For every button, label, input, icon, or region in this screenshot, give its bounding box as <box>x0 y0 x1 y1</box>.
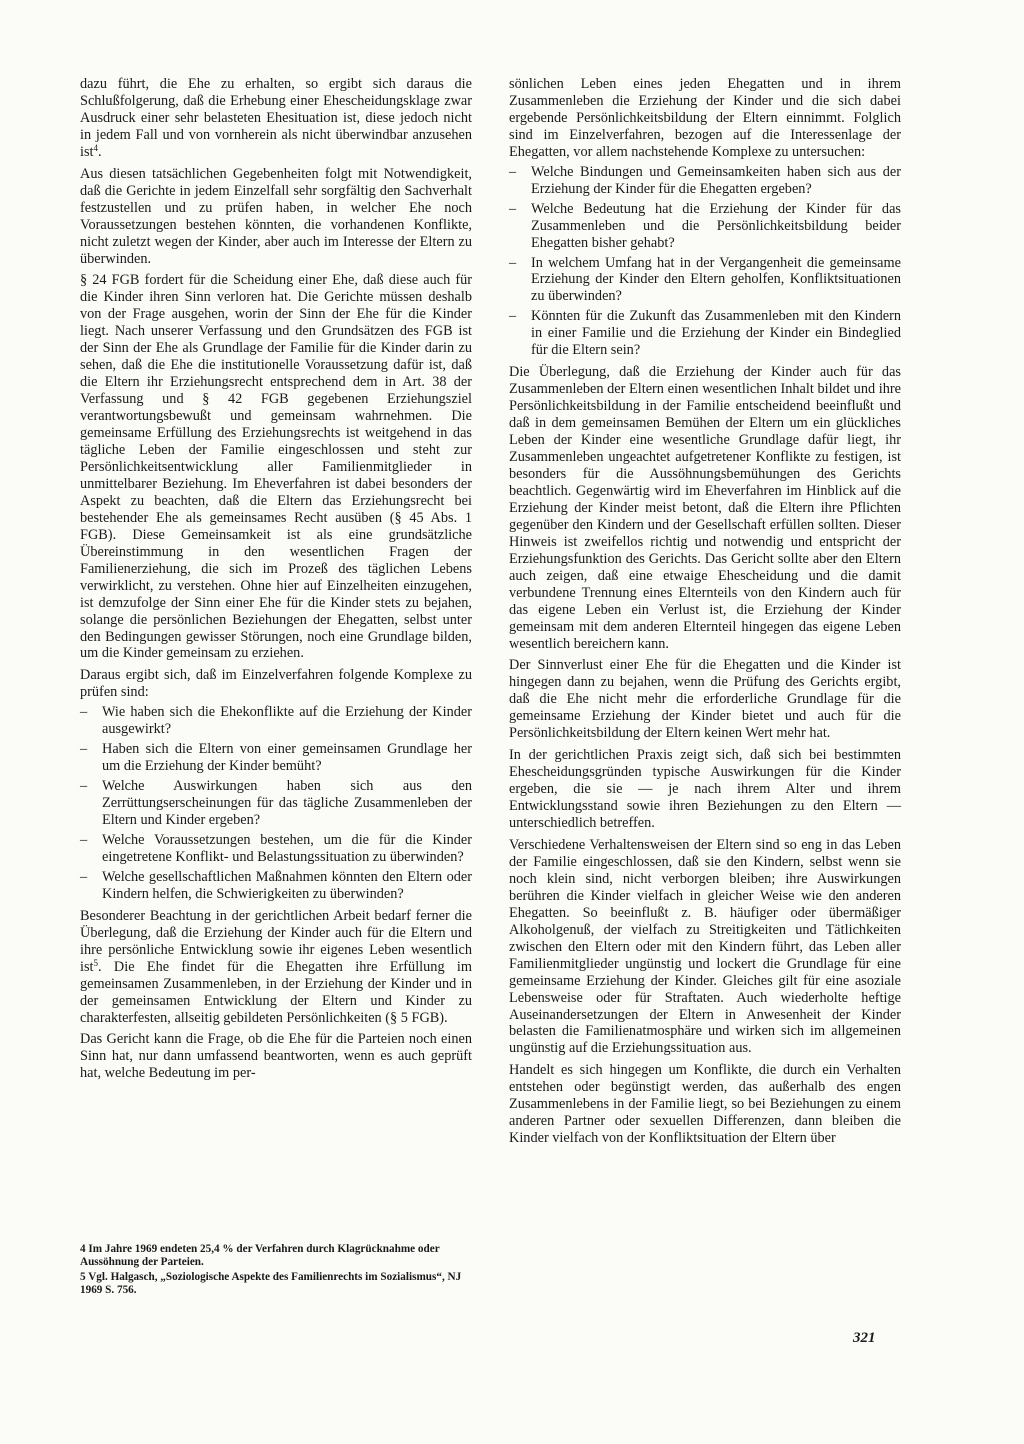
list-item: – Welche Bindungen und Gemeinsamkeiten haben sich aus der Erziehung der Kinder für die Ehegatten ergeben? <box>509 164 901 198</box>
question-list <box>80 704 472 902</box>
paragraph-text: dazu führt, die Ehe zu erhalten, so ergibt sich daraus die Schlußfolgerung, daß die Erhebung einer Ehescheidungsklage zwar Ausdruck einer sehr belasteten Ehesituation ist, diese jedoch nicht in jedem Fall und von vornherein als nicht überwindbar anzusehen ist <box>80 76 472 160</box>
paragraph <box>80 908 472 1027</box>
paragraph: Verschiedene Verhaltensweisen der Eltern sind so eng in das Leben der Familie eingeschlossen, daß sie den Kindern, selbst wenn sie noch klein sind, nicht verborgen bleiben; ihre Auswirkungen berühren die Kinder vielfach in gleicher Weise wie den anderen Ehegatten. So beeinflußt z. B. häufiger oder übermäßiger Alkoholgenuß, der vielfach zu Streitigkeiten und Tätlichkeiten zwischen den Eltern oder mit den Kindern führt, das Leben aller Familienmitglieder ungünstig und lockert die Grundlage für eine gemeinsame Erziehung der Kinder. Gleiches gilt für eine asoziale Lebensweise oder für Straftaten. Auch wiederholte heftige Auseinandersetzungen der Eltern in Anwesenheit der Kinder belasten die Familienatmosphäre und wirken sich im allgemeinen ungünstig auf die Erziehungssituation aus. <box>509 836 901 1057</box>
left-column <box>80 76 472 1087</box>
list-item: – Könnten für die Zukunft das Zusammenleben mit den Kindern in einer Familie und die Erziehung der Kinder ein Bindeglied für die Eltern sein? <box>509 308 901 359</box>
paragraph-text-end: . Die Ehe findet für die Ehegatten ihre Erfüllung im gemeinsamen Zusammenleben, in der Erziehung der Kinder und in der gemeinsamen Entwicklung der Eltern und Kinder zu charakterfesten, allseitig gebildeten Persönlichkeiten (§ 5 FGB). <box>80 958 472 1026</box>
right-column <box>509 76 901 1152</box>
page-number: 321 <box>853 1330 876 1346</box>
question-list <box>509 164 901 359</box>
paragraph: Das Gericht kann die Frage, ob die Ehe für die Parteien noch einen Sinn hat, nur dann umfassend beantworten, wenn es auch geprüft hat, welche Bedeutung im per- <box>80 1031 472 1082</box>
paragraph: In der gerichtlichen Praxis zeigt sich, daß sich bei bestimmten Ehescheidungsgründen typische Auswirkungen für die Kinder ergeben, die sie — je nach ihrem Alter und ihrem Entwicklungsstand sowie ihren Beziehungen zu den Eltern — unterschiedlich betreffen. <box>509 747 901 832</box>
footnote-ref: 5 <box>93 957 99 968</box>
paragraph <box>80 76 472 161</box>
paragraph-text-end: . <box>98 143 102 160</box>
paragraph: Die Überlegung, daß die Erziehung der Kinder auch für das Zusammenleben der Eltern einen wesentlichen Inhalt bildet und ihre Persönlichkeitsbildung in der Familie entscheidend beeinflußt und daß in dem gemeinsamen Bemühen der Eltern um ein glückliches Leben der Kinder eine wesentliche Grundlage dafür liegt, ihr Zusammenleben ungeachtet aufgetretener Konflikte zu festigen, ist besonders für die Aussöhnungsbemühungen des Gerichts beachtlich. Gegenwärtig wird im Eheverfahren im Hinblick auf die Erziehung der Kinder meist betont, daß die Eltern ihre Pflichten gegenüber den Kindern und der Gesellschaft erfüllen sollten. Dieser Hinweis ist zweifellos richtig und notwendig und entspricht der Erziehungsfunktion des Gerichts. Das Gericht sollte aber den Eltern auch zeigen, daß eine etwaige Ehescheidung und die damit verbundene Trennung eines Elternteils von den Kindern auch für das eigene Leben ein Verlust ist, die Erziehung der Kinder gemeinsam mit dem anderen Elternteil hingegen das eigene Leben wesentlich bereichern kann. <box>509 364 901 652</box>
footnote: 4 Im Jahre 1969 endeten 25,4 % der Verfahren durch Klagrücknahme oder Aussöhnung der Parteien. <box>80 1243 440 1268</box>
paragraph: § 24 FGB fordert für die Scheidung einer Ehe, daß diese auch für die Kinder ihren Sinn verloren hat. Die Gerichte müssen deshalb von der Frage ausgehen, worin der Sinn der Ehe für die Kinder liegt. Nach unserer Verfassung und den Grundsätzen des FGB ist der Sinn der Ehe als Grundlage der Familie für die Kinder darin zu sehen, daß die Ehe die institutionelle Voraussetzung dafür ist, daß die Eltern ihr Erziehungsrecht entsprechend dem in Art. 38 der Verfassung und § 42 FGB gegebenen Erziehungsziel verantwortungsbewußt und gemeinsam wahrnehmen. Die gemeinsame Erfüllung des Erziehungsrechts ist weitgehend in das tägliche Leben der Familie eingeschlossen und steht zur Persönlichkeitsentwicklung aller Familienmitglieder in unmittelbarer Beziehung. Im Eheverfahren ist dabei besonders der Aspekt zu beachten, daß die Eltern das Erziehungsrecht bei bestehender Ehe als gemeinsames Recht ausüben (§ 45 Abs. 1 FGB). Diese Gemeinsamkeit ist als eine grundsätzliche Übereinstimmung in den wesentlichen Fragen der Familienerziehung, die sich im Prozeß des täglichen Lebens verwirklicht, zu verstehen. Ohne hier auf Einzelheiten einzugehen, ist demzufolge der Sinn einer Ehe für die Kinder stets zu bejahen, solange die persönlichen Beziehungen der Ehegatten, selbst unter den Bedingungen gewisser Störungen, noch eine Grundlage bilden, um die Kinder gemeinsam zu erziehen. <box>80 272 472 662</box>
list-item: – Haben sich die Eltern von einer gemeinsamen Grundlage her um die Erziehung der Kinder bemüht? <box>80 741 472 775</box>
paragraph: Aus diesen tatsächlichen Gegebenheiten folgt mit Notwendigkeit, daß die Gerichte in jedem Einzelfall sehr sorgfältig den Sachverhalt festzustellen und zu prüfen haben, in welcher Ehe noch Voraussetzungen bestehen könnten, die vorhandenen Konflikte, nicht zuletzt wegen der Kinder, aber auch im Interesse der Eltern zu überwinden. <box>80 165 472 267</box>
paragraph: sönlichen Leben eines jeden Ehegatten und in ihrem Zusammenleben die Erziehung der Kinder und die sich dabei ergebende Persönlichkeitsbildung der Eltern einnimmt. Folglich sind im Einzelverfahren, bezogen auf die Interessenlage der Ehegatten, vor allem nachstehende Komplexe zu untersuchen: <box>509 76 901 160</box>
list-item: – Wie haben sich die Ehekonflikte auf die Erziehung der Kinder ausgewirkt? <box>80 704 472 738</box>
list-item: – Welche Bedeutung hat die Erziehung der Kinder für das Zusammenleben und die Persönlichkeitsbildung beider Ehegatten bisher gehabt? <box>509 201 901 252</box>
list-item: – Welche Auswirkungen haben sich aus den Zerrüttungserscheinungen für das tägliche Zusammenleben der Eltern und Kinder ergeben? <box>80 778 472 829</box>
footnote: 5 Vgl. Halgasch, „Soziologische Aspekte des Familienrechts im Sozialismus“, NJ 1969 S. 756. <box>80 1271 462 1296</box>
footnotes <box>80 1243 472 1299</box>
paragraph: Daraus ergibt sich, daß im Einzelverfahren folgende Komplexe zu prüfen sind: <box>80 667 472 701</box>
paragraph-text: Besonderer Beachtung in der gerichtlichen Arbeit bedarf ferner die Überlegung, daß die Erziehung der Kinder auch für die Eltern und ihre persönliche Entwicklung sowie ihr eigenes Leben wesentlich ist <box>80 907 472 975</box>
list-item: – Welche gesellschaftlichen Maßnahmen könnten den Eltern oder Kindern helfen, die Schwierigkeiten zu überwinden? <box>80 869 472 903</box>
footnote-ref: 4 <box>93 142 99 153</box>
list-item: – Welche Voraussetzungen bestehen, um die für die Kinder eingetretene Konflikt- und Belastungssituation zu überwinden? <box>80 832 472 866</box>
paragraph: Der Sinnverlust einer Ehe für die Ehegatten und die Kinder ist hingegen dann zu bejahen, wenn die Prüfung des Gerichts ergibt, daß die Ehe nicht mehr die erforderliche Grundlage für die gemeinsame Erziehung der Kinder bietet und auch für die Persönlichkeitsbildung der Eltern keinen Wert mehr hat. <box>509 657 901 742</box>
list-item: – In welchem Umfang hat in der Vergangenheit die gemeinsame Erziehung der Kinder den Eltern geholfen, Konfliktsituationen zu überwinden? <box>509 255 901 306</box>
paragraph: Handelt es sich hingegen um Konflikte, die durch ein Verhalten entstehen oder begünstigt werden, das außerhalb des engen Zusammenlebens in der Familie liegt, so bei Beziehungen zu einem anderen Partner oder sexuellen Differenzen, dann bleiben die Kinder vielfach von der Konfliktsituation der Eltern über <box>509 1062 901 1147</box>
